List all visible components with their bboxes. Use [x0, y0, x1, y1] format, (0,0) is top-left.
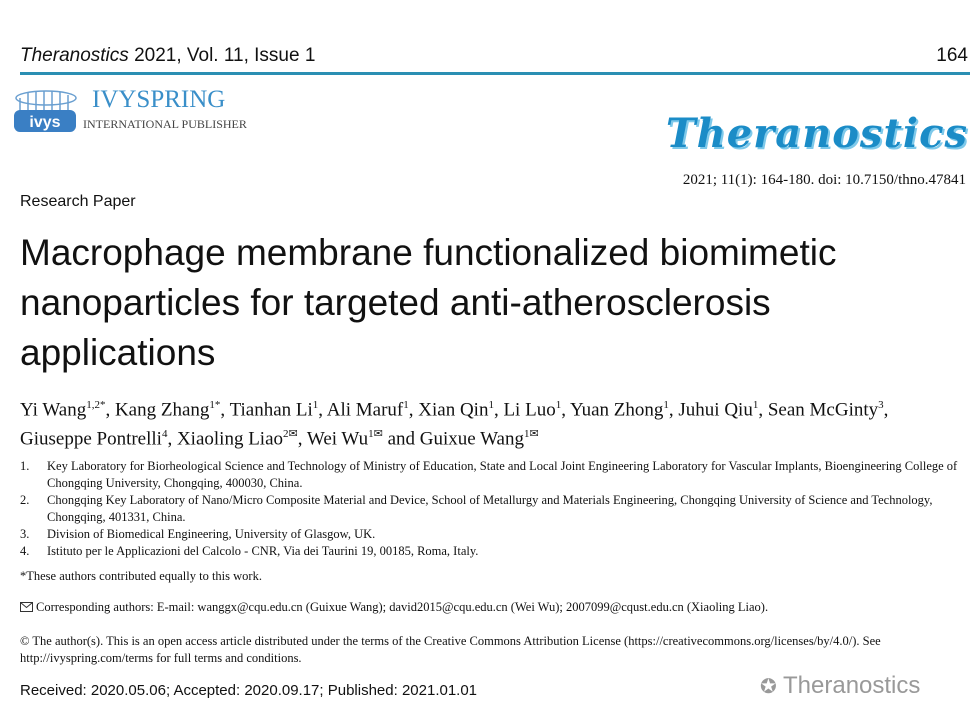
author-name: Kang Zhang: [114, 399, 210, 421]
journal-name: Theranostics: [20, 45, 129, 66]
author-separator: ,: [561, 399, 570, 421]
running-header: [20, 45, 315, 67]
affiliation-text: Key Laboratory for Biorheological Science and Technology of Ministry of Education, State and Local Joint Engineering Laboratory for Vascular Implants, Bioengineering College of Chongqing University, Chongqing, 400030, China.: [47, 459, 958, 490]
author-separator: ,: [668, 399, 679, 421]
corresponding-text: Corresponding authors: E-mail: wanggx@cqu.edu.cn (Guixue Wang); david2015@cqu.edu.cn (Wei Wu); 2007099@cqust.edu.cn (Xiaoling Liao).: [36, 600, 769, 614]
author-separator: ,: [105, 399, 115, 421]
author-affiliation-marker: 1: [488, 399, 494, 411]
affiliation-item: [20, 492, 960, 526]
corresponding-authors: [20, 600, 768, 615]
author-separator: ,: [883, 399, 889, 421]
author-affiliation-marker: 2✉: [283, 428, 298, 441]
author-separator: ,: [220, 399, 230, 421]
author-separator: ,: [297, 428, 307, 450]
author-separator: ,: [758, 399, 768, 421]
author-separator: ,: [167, 428, 177, 450]
header-rule: [20, 72, 970, 75]
author-affiliation-marker: 1: [663, 399, 669, 411]
ivy-mark-text: ivys: [29, 114, 61, 131]
author-affiliation-marker: 4: [161, 428, 168, 441]
affiliation-number: 3.: [20, 527, 30, 541]
author-name: Yi Wang: [20, 399, 87, 421]
author-separator: and: [382, 428, 420, 450]
affiliation-number: 1.: [20, 459, 30, 473]
watermark-text: Theranostics: [783, 672, 921, 699]
author-affiliation-marker: 1: [555, 399, 562, 411]
author-affiliation-marker: 1: [752, 399, 759, 411]
author-affiliation-marker: 1✉: [368, 428, 383, 441]
author-affiliation-marker: 3: [878, 399, 884, 411]
author-separator: ,: [318, 399, 327, 421]
author-affiliation-marker: 1: [403, 399, 409, 411]
affiliation-text: Division of Biomedical Engineering, University of Glasgow, UK.: [47, 527, 376, 541]
journal-logo[interactable]: Theranostics: [665, 110, 968, 157]
author-name: Yuan Zhong: [570, 399, 664, 421]
affiliation-number: 4.: [20, 544, 30, 558]
publisher-name: IVYSPRING: [92, 86, 226, 113]
affiliation-item: [20, 526, 960, 543]
wechat-icon: ✪: [760, 676, 777, 698]
author-affiliation-marker: 1*: [209, 399, 221, 411]
envelope-icon: [20, 602, 33, 612]
author-name: Tianhan Li: [229, 399, 313, 421]
affiliation-item: [20, 543, 960, 560]
equal-contribution-note: *These authors contributed equally to this work.: [20, 569, 262, 583]
author-separator: ,: [408, 399, 419, 421]
author-list: [20, 393, 960, 452]
affiliation-list: [20, 458, 960, 560]
author-name: Xian Qin: [418, 399, 489, 421]
article-title: Macrophage membrane functionalized biomimetic nanoparticles for targeted anti-atherosclerosis applications: [20, 232, 837, 373]
author-separator: ,: [493, 399, 504, 421]
author-name: Li Luo: [503, 399, 556, 421]
author-name: Guixue Wang: [419, 428, 524, 450]
affiliation-text: Chongqing Key Laboratory of Nano/Micro Composite Material and Device, School of Metallurgy and Materials Engineering, Chongqing University of Science and Technology, Chongqing, 401331, China.: [47, 493, 933, 524]
author-name: Giuseppe Pontrelli: [20, 428, 162, 450]
author-name: Juhui Qiu: [678, 399, 753, 421]
publisher-logo[interactable]: [12, 86, 247, 138]
publisher-subtitle: INTERNATIONAL PUBLISHER: [83, 117, 247, 131]
publication-dates: Received: 2020.05.06; Accepted: 2020.09.17; Published: 2021.01.01: [20, 682, 478, 699]
paper-type: Research Paper: [20, 193, 136, 210]
citation: 2021; 11(1): 164-180. doi: 10.7150/thno.47841: [682, 172, 966, 188]
author-name: Ali Maruf: [326, 399, 404, 421]
author-affiliation-marker: 1,2*: [86, 399, 106, 411]
watermark: [760, 672, 920, 700]
affiliation-number: 2.: [20, 493, 30, 507]
page-number: 164: [936, 45, 968, 66]
author-name: Wei Wu: [306, 428, 369, 450]
author-affiliation-marker: 1: [312, 399, 319, 411]
author-name: Xiaoling Liao: [176, 428, 284, 450]
affiliation-text: Istituto per le Applicazioni del Calcolo - CNR, Via dei Taurini 19, 00185, Roma, Italy.: [47, 544, 479, 558]
author-affiliation-marker: 1✉: [523, 428, 539, 441]
issue-info: 2021, Vol. 11, Issue 1: [134, 45, 316, 66]
license-text: © The author(s). This is an open access article distributed under the terms of the Creative Commons Attribution License (https://creativecommons.org/licenses/by/4.0/). See http://ivyspring.com/terms for full terms and conditions.: [20, 634, 881, 665]
affiliation-item: [20, 458, 960, 492]
ivy-emblem-icon: [12, 86, 80, 136]
author-name: Sean McGinty: [767, 399, 879, 421]
